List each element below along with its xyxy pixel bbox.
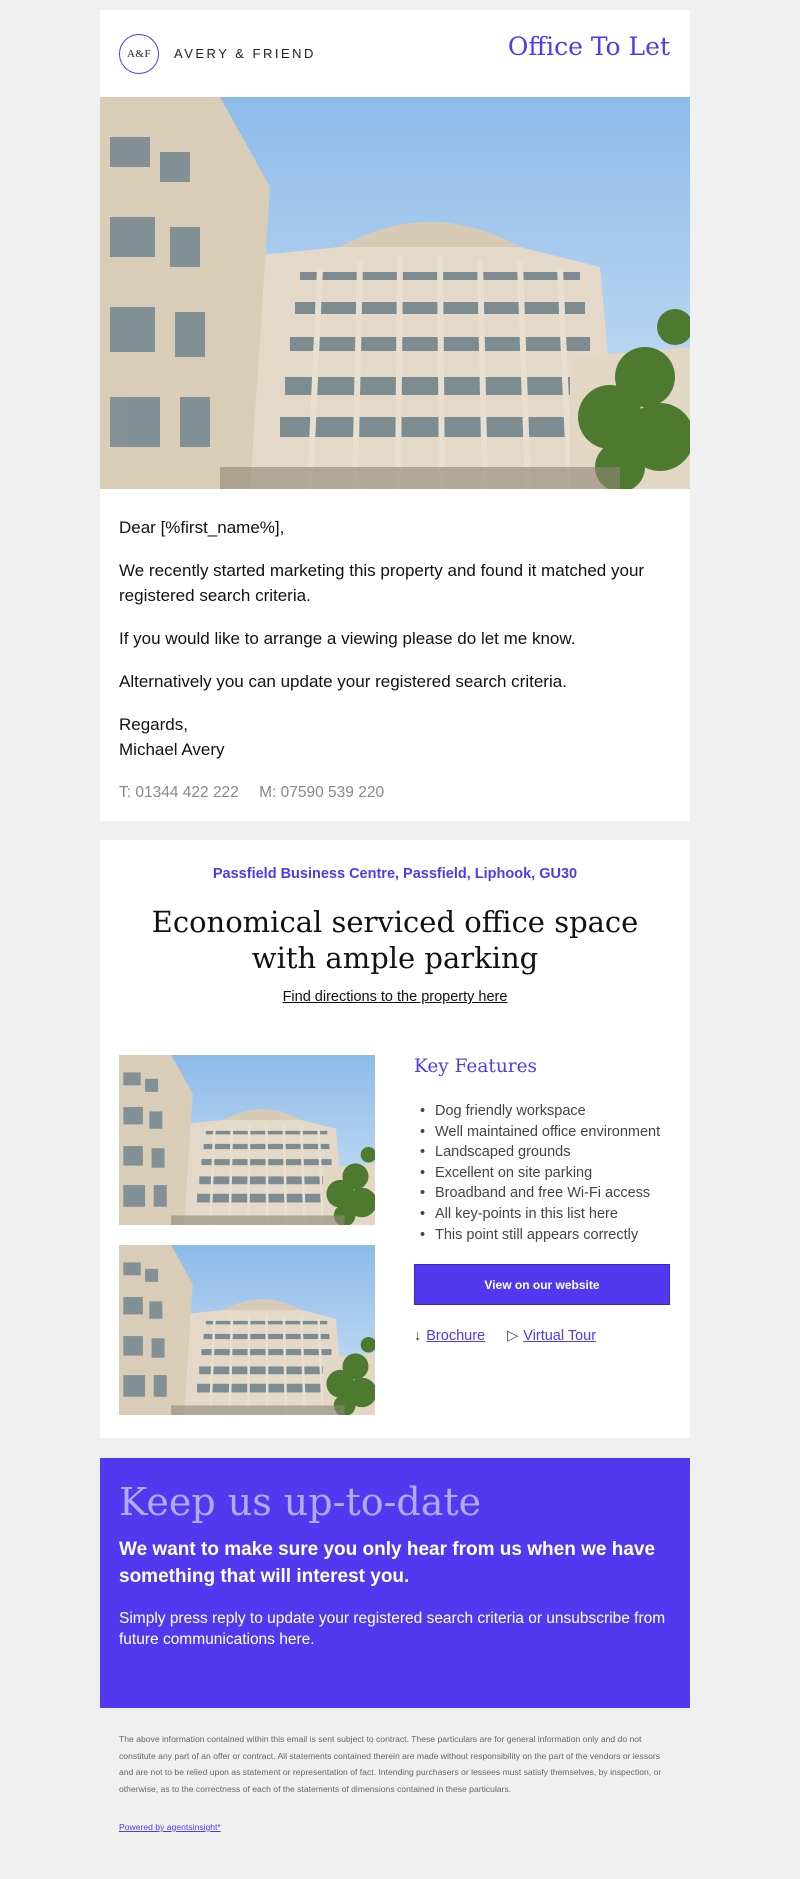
view-website-button[interactable]: View on our website xyxy=(414,1264,670,1305)
property-headline: Economical serviced office space with ample parking xyxy=(151,905,639,975)
regards-text: Regards, xyxy=(119,715,188,734)
property-address: Passfield Business Centre, Passfield, Liphook, GU30 xyxy=(212,866,578,882)
letter-card xyxy=(100,489,690,821)
feature-item: • Excellent on site parking xyxy=(416,1163,660,1184)
letter-paragraph: We recently started marketing this property and found it matched your registered search criteria. xyxy=(119,561,645,605)
feature-item: • Broadband and free Wi-Fi access xyxy=(416,1183,660,1204)
footer xyxy=(119,1731,669,1832)
feature-item: • Dog friendly workspace xyxy=(416,1101,660,1122)
letter-paragraph: Alternatively you can update your registered search criteria. xyxy=(119,672,567,691)
feature-item: • This point still appears correctly xyxy=(416,1225,660,1246)
email-header xyxy=(100,10,690,97)
company-logo[interactable]: A&F xyxy=(119,34,159,74)
key-features-list xyxy=(416,1101,660,1245)
property-thumbnail xyxy=(119,1055,375,1225)
keep-title: Keep us up-to-date xyxy=(119,1480,482,1524)
powered-by-link[interactable]: Powered by agentsinsight* xyxy=(119,1822,221,1832)
brochure-link[interactable]: Brochure xyxy=(426,1328,486,1344)
keep-text: Simply press reply to update your registered search criteria or unsubscribe from future communications here. xyxy=(119,1610,666,1648)
brochure-link-group[interactable] xyxy=(414,1328,485,1344)
feature-item: • Landscaped grounds xyxy=(416,1142,660,1163)
signoff xyxy=(119,712,671,762)
play-icon: ▷ xyxy=(507,1328,519,1344)
brand-name: AVERY & FRIEND xyxy=(174,46,316,61)
legal-disclaimer: The above information contained within this email is sent subject to contract. These particulars are for general information only and do not constitute any part of an offer or contract. All statements contained therein are made without responsibility on the part of the vendors or lessors and are not to be relied upon as statement or representation of fact. Intending purchasers or lessees must satisfy themselves, by inspection, or otherwise, as to the correctness of each of the statements of dimensions contained in these particulars. xyxy=(119,1734,662,1794)
keep-up-to-date-panel xyxy=(100,1458,690,1708)
listing-title: Office To Let xyxy=(507,32,670,61)
key-features-title: Key Features xyxy=(414,1056,538,1077)
letter-paragraph: If you would like to arrange a viewing please do let me know. xyxy=(119,629,576,648)
feature-item: • Well maintained office environment xyxy=(416,1122,660,1143)
property-thumbnail xyxy=(119,1245,375,1415)
mobile-number[interactable]: M: 07590 539 220 xyxy=(259,784,385,801)
hero-building-image xyxy=(100,97,690,489)
download-arrow-icon: ↓ xyxy=(414,1328,422,1344)
powered-by xyxy=(119,1822,669,1832)
tour-link-group[interactable] xyxy=(507,1328,596,1344)
signature-name: Michael Avery xyxy=(119,740,225,759)
property-links xyxy=(414,1328,596,1344)
phone-number[interactable]: T: 01344 422 222 xyxy=(119,784,239,801)
property-card xyxy=(100,840,690,1438)
greeting: Dear [%first_name%], xyxy=(119,518,285,537)
virtual-tour-link[interactable]: Virtual Tour xyxy=(523,1328,597,1344)
keep-subtitle: We want to make sure you only hear from us when we have something that will interest you. xyxy=(119,1539,656,1587)
directions-link[interactable]: Find directions to the property here xyxy=(282,989,508,1005)
feature-item: • All key-points in this list here xyxy=(416,1204,660,1225)
contact-numbers xyxy=(119,780,671,805)
directions xyxy=(100,989,690,1005)
